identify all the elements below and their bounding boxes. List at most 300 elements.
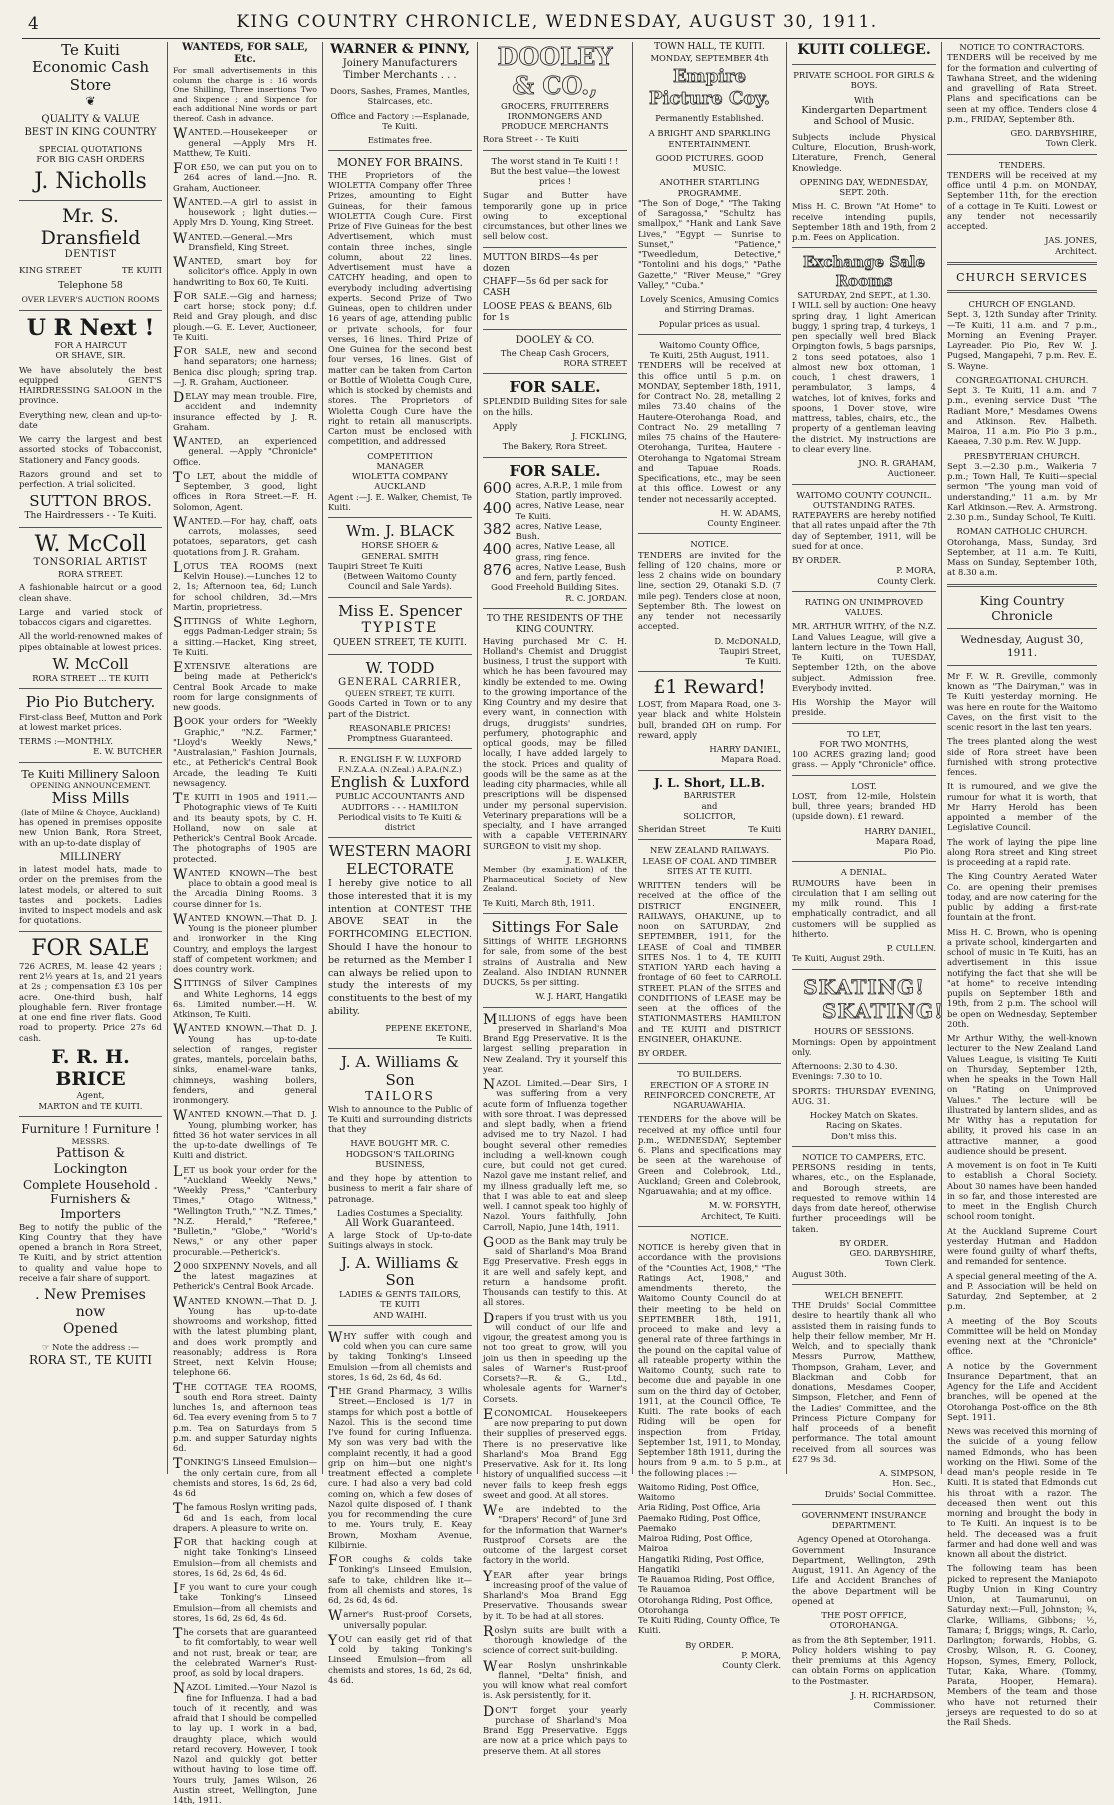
ad-text: MILLINERY <box>59 851 122 863</box>
ad-text: Wish to announce to the Public of Te Kuiti and surrounding districts that they <box>328 1103 472 1135</box>
classified-ad: TE KUITI in 1905 and 1911.—Photographic views of Te Kuiti and its beauty spots, by C. H. Holland, now on sale at Petherick's Central Book Arcade. The photographs of 1905 are protected. <box>173 791 317 864</box>
ad-name: DOOLEY & CO. <box>515 335 595 347</box>
ad-text: Agency Opened at Otorohanga. <box>797 1534 931 1545</box>
ad-signature: M. W. FORSYTH, <box>708 1200 781 1211</box>
ad-text: County Engineer. <box>707 518 781 529</box>
lot-acres: 400 <box>483 499 512 518</box>
ad-text: (Between Waitomo County Council and Sale Yards). <box>343 571 457 592</box>
ad-text: County Clerk. <box>877 575 936 586</box>
news-item: It is rumoured, and we give the rumour for what it is worth, that Mr Harry Herold has been appointed a member of the Legislative Council. <box>947 781 1097 833</box>
ad-name: W. TODD <box>365 658 435 677</box>
ad-text: OPENING DAY, WEDNESDAY, SEPT. 20th. <box>799 176 929 198</box>
classified-ad: We are indebted to the "Drapers' Record" of June 3rd for the information that Warner's Rustproof Corsets are the outcome of the largest corset factory in the world. <box>483 1503 627 1566</box>
ad-text: ANOTHER STARTLING PROGRAMME. <box>659 177 760 198</box>
ad-text: Te Kuiti. <box>436 1033 472 1044</box>
ad-text: Taupiri Street, <box>719 645 781 656</box>
ad-text: The Bakery, Rora Street. <box>502 441 608 452</box>
ad-heading: . New Premises now <box>35 1287 146 1321</box>
classified-ad: WANTED, an experienced general. —Apply "Chronicle" Office. <box>173 435 317 467</box>
ad-heading: NOTICE TO CAMPERS, ETC. <box>802 1151 926 1162</box>
ad-text: Afternoons: 2.30 to 4.30. <box>792 1061 898 1072</box>
ad-text: "The Son of Doge," "The Taking of Saragossa," "Schultz has smallpox," "Hank and Lank Save Lives," "Egypt — Sunrise to Sunset," "Patience," "Tweedledum, Detective," "Tontolini and his dogs," "Pathe Gazette," "River Meuse," "Grey Valley," "Cuba." <box>638 197 781 290</box>
ad-text: Waitomo County Office, <box>659 339 760 350</box>
ad-text: NOTICE is hereby given that in accordance with the provisions of the "Counties Act, 1908," "The Ratings Act, 1908," and amendments thereto, the Waitomo County Council do at their meeting to be held on SEPTEMBER 18th, 1911, proceed to make and levy a general rate of three farthings in the pound on the capital value of all rateable property within the Waitomo County, such rate to become due and payable in one sum on the third day of October, 1911, at the Council Office, Te Kuiti. The rate books of each Riding will be open for inspection from Friday, September 1st, 1911, to Monday, September 18th 1911, during the hours from 9 a.m. to 5 p.m., at the following places :— <box>638 1242 781 1478</box>
classified-ads <box>483 1013 627 1756</box>
ad-text: BY ORDER. <box>839 1237 889 1248</box>
ad-text: The Cheap Cash Grocers, <box>500 347 610 358</box>
ad-text: Beg to notify the public of the King Country that they have opened a branch in Rora Street, Te Kuiti, and by strict attention to quality and value hope to receive a fair share of support. <box>19 1221 162 1283</box>
classified-ad: WANTED KNOWN—The best place to obtain a good meal is the Arcadia Dining Rooms. 3 course dinner for 1s. <box>173 866 317 909</box>
classified-ad: 2000 SIXPENNY Novels, and all the latest magazines at Petherick's Central Book Arcade. <box>173 1259 317 1292</box>
divider <box>483 373 627 374</box>
classified-ad: The corsets that are guaranteed to fit comfortably, to wear well and not rust, break or tear, are the celebrated Warner's Rust-proof, as sold by local drapers. <box>173 1626 317 1679</box>
classified-ad: WANTED.—General.—Mrs Dransfield, King Street. <box>173 230 293 252</box>
ad-text: QUEEN STREET, TE KUITI. <box>345 688 455 698</box>
divider <box>483 1007 627 1008</box>
ad-heading: NOTICE. <box>690 1231 729 1242</box>
ad-text: SOLICITOR, <box>683 810 736 821</box>
classified-ad: THE COTTAGE TEA ROOMS, south end Rora street. Dainty lunches 1s, and afternoon teas 6d. Tea every evening from 5 to 7 p.m. Tea on Saturdays from 5 p.m. and supper Saturday nights 6d. <box>173 1380 317 1454</box>
ad-signature: J. FICKLING, <box>571 431 627 442</box>
ad-text: HAVE BOUGHT MR. C. HODGSON'S TAILORING BUSINESS, <box>345 1138 455 1169</box>
ad-text: LOST, from Mapara Road, one 3-year black and white Holstein bull, branded ΩH on rump. For reward, apply <box>638 699 781 740</box>
divider <box>638 770 781 771</box>
divider <box>483 457 627 458</box>
ad-text: TAILORS <box>365 1088 435 1103</box>
divider <box>792 723 936 724</box>
ad-signature: GEO. DARBYSHIRE, <box>1010 128 1097 138</box>
ad-text: A fashionable haircut or a good clean shave. <box>19 582 162 603</box>
classified-ad: WANTED.—A girl to assist in housework ; light duties.—Apply Mrs D. Young, King Street. <box>173 195 317 228</box>
ad-text: OR SHAVE, SIR. <box>55 350 126 361</box>
ad-text: Note the address :— <box>52 1342 140 1353</box>
ad-text: THE Proprietors of the WIOLETTA Company offer Three Prizes, amounting to Eight Guineas, for their famous WIOLETTA Cough Cure. First Prize of Five Guineas for the best Advertisement, which must contain three inches, single column, about 22 lines. Advertisement must have a CATCHY heading, and open to everybody including advertising experts. Second Prize of Two Guineas, open to children under 16 years of age, attending public or private schools, for four verses, 16 lines. Third Prize of One Guinea for the second best four verses, 16 lines. Gist of matter can be taken from Carton or Bottle of Wioletta Cough Cure, which is stocked by chemists and stores. The Proprietors of Wioletta Cough Cure have the right to retain all manuscripts. Carton must be enclosed with competition, and addressed <box>328 169 472 447</box>
ad-text: 726 ACRES, M. lease 42 years ; rent 2½ years at 1s, and 21 years at 2s ; compensation £3 10s per acre. One-third bush, half ploughable fern. River frontage at one end fine river flats. Good road to property. Price 27s 6d cash. <box>19 960 162 1043</box>
ad-name: J. A. Williams & Son <box>340 1253 460 1289</box>
news-item: A special general meeting of the A. and P. Association will be held on Saturday, 2nd September, at 2 p.m. <box>947 1270 1097 1312</box>
ad-text: With <box>854 94 874 105</box>
divider <box>328 150 472 151</box>
ad-heading: LOST. <box>851 780 877 791</box>
ad-heading: A DENIAL. <box>840 867 888 878</box>
ad-text: AND WAIHI. <box>373 1309 427 1320</box>
ad-heading: TO LET, <box>847 728 881 739</box>
ad-heading: Te Kuiti <box>61 41 120 59</box>
ad-text: Doors, Sashes, Frames, Mantles, Staircases, etc. <box>330 86 470 107</box>
classified-ad: NAZOL Limited.—Your Nazol is fine for Influenza. I had a bad touch of it recently, and was afraid that I should be compelled to lay up. I work in a bad, draughty place, which would retard recovery. However, I took Nazol and quickly got better without having to lose time off. Yours truly, James Wilson, 26 Austin street, Wellington, June 14th, 1911. <box>173 1681 317 1805</box>
ad-text: Permanently Established. <box>655 113 764 124</box>
ad-text: REASONABLE PRICES! <box>349 722 451 733</box>
ad-text: LOST, from 12-mile, Holstein bull, three years; branded HD (upside down). £1 reward. <box>792 790 936 822</box>
divider <box>483 150 627 151</box>
column-heading: WANTEDS, FOR SALE, Etc. <box>182 42 308 66</box>
ad-text: A large Stock of Up-to-date Suitings always in stock. <box>328 1230 472 1251</box>
ad-heading: Furniture ! Furniture ! <box>21 1121 160 1136</box>
classified-ad: WANTED, smart boy for solicitor's office. Apply in own handwriting to Box 60, Te Kuiti. <box>173 255 317 287</box>
divider <box>19 762 162 763</box>
ad-heading: RORA ST., TE KUITI <box>28 1352 152 1367</box>
classified-ad: TO LET, about the middle of September, 3 good, light offices in Rora Street.—F. H. Solomon, Agent. <box>173 469 317 512</box>
ad-text: Good Freehold Building Sites. <box>491 582 619 593</box>
ad-text: GENERAL SMITH <box>361 550 439 561</box>
ad-text: PRIVATE SCHOOL FOR GIRLS & BOYS. <box>793 70 935 91</box>
ad-text: TENDERS for the above will be received at my office until four p.m., WEDNESDAY, September 6. Plans and specifications may be seen at the warehouse of Green and Colebrook, Ltd., Auckland; Green and Colebrook, Ngaruawahia; and at my office. <box>638 1114 781 1197</box>
ad-text: RATEPAYERS are hereby notified that all rates unpaid after the 7th day of September, 1911, will be sued for at once. <box>792 510 936 551</box>
ad-text: LADIES & GENTS TAILORS, <box>339 1289 461 1300</box>
ad-text: Razors ground and set to perfection. A trial solicited. <box>19 468 162 490</box>
ad-text: A BRIGHT AND SPARKLING ENTERTAINMENT. <box>648 128 771 149</box>
ad-text: FOR BIG CASH ORDERS <box>36 155 145 166</box>
ad-text: The Hairdressers - - Te Kuiti. <box>24 510 157 521</box>
column-1 <box>14 42 167 1474</box>
classified-ads <box>328 1331 472 1685</box>
ad-text: OPENING ANNOUNCEMENT. <box>30 780 151 790</box>
section-date: Wednesday, August 30, 1911. <box>960 634 1084 659</box>
lot-acres: 382 <box>483 519 512 538</box>
ad-heading: WELCH BENEFIT. <box>824 1289 904 1300</box>
ad-text: We carry the largest and best assorted stocks of Tobacconist, Stationery and Fancy goods. <box>19 434 162 465</box>
news-item: The King Country Aerated Water Co. are opening their premises today, and are now catering for the public by adding a first-rate fountain at the front. <box>947 871 1097 923</box>
ad-text: Large and varied stock of tobaccos cigars and cigarettes. <box>19 606 162 627</box>
classified-ad: Wear Roslyn unshrinkable flannel, "Delta" finish, and you will know what real comfort is. Ask persistently, for it. <box>483 1658 627 1701</box>
divider <box>792 1146 936 1147</box>
ad-text: Promptness Guaranteed. <box>347 733 453 744</box>
column-3 <box>323 42 477 1685</box>
ad-text: CHAFF—5s 6d per sack for CASH <box>483 277 608 299</box>
classified-ad: YOU can easily get rid of that cold by taking Tonking's Linseed Emulsion—from all chemists and stores, 1s 6d, 2s 6d, 4s 6d. <box>328 1632 472 1685</box>
divider <box>328 654 472 655</box>
ad-signature: D. McDONALD, <box>714 635 781 646</box>
column-4 <box>478 42 632 1756</box>
divider <box>947 290 1097 293</box>
divider <box>792 591 936 592</box>
street: Sheridan Street <box>638 824 706 835</box>
ad-text: TENDERS will be received at this office until 5 p.m. on MONDAY, September 18th, 1911, for Contract No. 28, metalling 2 miles 73.40 chains of the Hautere-Oterohanga Road, and Contract No. 29 metalling 7 miles 75 chains of the Hautere-Oterohanga, Turitea, Hautere - Oterohanga to Ngatomai Stream and Tapuae Roads. Specifications, etc., may be seen at this office. Lowest or any tender not necessarily accepted. <box>638 360 781 504</box>
classified-ad: WANTED KNOWN.—That D. J. Young has up-to-date showrooms and workshop, fitted with the latest plumbing plant, and does work promptly and reasonably; address is Rora Street, next Kelvin House; telephone 66. <box>173 1294 317 1378</box>
land-lot <box>483 480 627 501</box>
ad-text: Evenings: 7.30 to 10. <box>792 1071 883 1082</box>
ad-text: Architect. <box>1055 245 1097 256</box>
ad-text: GENERAL CARRIER, <box>338 676 462 688</box>
ad-text: County Clerk. <box>722 1660 781 1671</box>
classified-ad: Roslyn suits are built with a thorough knowledge of the science of correct suit-building. <box>483 1623 627 1656</box>
ad-name: Pattison & Lockington <box>53 1146 128 1177</box>
ad-text: Having purchased Mr C. H. Holland's Chemist and Druggist business, I trust the support with which he has been favoured may kindly be extended to me. Owing to the growing importance of the King Country and my desire that every want, in connection with drugs, druggists' sundries, perfumery, photographic and optical goods, may be filled locally, I have added largely to the stock. Prices and quality of goods will be the same as at the leading city pharmacies, while all prescriptions will be dispensed under my personal supervision. Veterinary preparations will be a specialty, and I have arranged with a capable VETERINARY SURGEON to visit my shop. <box>483 635 627 851</box>
classified-ad: WANTED KNOWN.—That D. J. Young has up-to-date selection of ranges, register grates, mantels, porcelain baths, sinks, enamel-ware tanks, chimneys, washing boilers, fenders, and general ironmongery. <box>173 1022 317 1106</box>
ad-signature: J. H. RICHARDSON, <box>850 1689 936 1700</box>
ad-text: Sept. 3, 12th Sunday after Trinity.—Te Kuiti, 11 a.m. and 7 p.m., Morning an Evening Prayer. Layreader. Pio Pio, Rev W. J. Pugsed, Mangapehi, 7 p.m. Rev. E. S. Wayne. <box>947 309 1097 371</box>
divider <box>19 1116 162 1117</box>
divider <box>792 1284 936 1285</box>
divider <box>792 247 936 248</box>
classified-ad: NAZOL Limited.—Dear Sirs, I was suffering from a very acute form of Influenza together with sore throat. I was depressed and slept badly, when a friend advised me to try Nazol. I had bought several other remedies including a well-known cough cure, but could not get cured. Nazol gave me instant relief, and my illness gradually left me, so that I was able to eat and sleep well. I cannot speak too highly of Nazol. Yours faithfully, John Carroll, Napio, June 14th, 1911. <box>483 1077 627 1232</box>
ad-heading: RATING ON UNIMPROVED VALUES. <box>804 596 924 618</box>
ad-text: First-class Beef, Mutton and Pork at lowest market prices. <box>19 711 162 732</box>
ad-text: IRONMONGERS AND <box>507 110 603 121</box>
ad-text: Government Insurance Department, Wellington, 29th August, 1911. An Agency of the Life and Accident Branches of the above Department will be opened at <box>792 1544 936 1606</box>
classified-ad: SITTINGS of White Leghorn, eggs Padman-Ledger strain; 5s a sitting.—Hacket, King street, Te Kuiti. <box>173 615 317 657</box>
ad-signature: GEO. DARBYSHIRE, <box>849 1248 936 1259</box>
news-item: A meeting of the Boy Scouts Committee will be held on Monday evening next at the "Chronicle" office. <box>947 1315 1097 1357</box>
ad-text: SPORTS: THURSDAY EVENING, AUG. 31. <box>792 1085 936 1106</box>
ad-name: Empire Picture Coy. <box>649 66 770 110</box>
divider <box>792 775 936 776</box>
ad-heading: GOVERNMENT INSURANCE DEPARTMENT. <box>801 1509 927 1531</box>
page-number: 4 <box>28 14 39 34</box>
ad-heading: MONEY FOR BRAINS. <box>336 156 464 170</box>
divider <box>328 1048 472 1049</box>
ad-text: Mornings: Open by appointment only. <box>792 1036 936 1057</box>
classified-ad: MILLIONS of eggs have been preserved in Sharland's Moa Brand Egg Preservative. It is the largest selling preparation in New Zealand. Try it yourself this year. <box>483 1011 627 1074</box>
ad-text <box>19 1342 162 1352</box>
divider <box>328 1325 472 1326</box>
ad-signature: JNO. R. GRAHAM, <box>858 458 936 469</box>
ad-text: Otorohanga, Mass, Sunday, 3rd September, at 11 a.m. Te Kuiti, Mass on Sunday, September 10th, at 8.30 a.m. <box>947 536 1097 578</box>
ad-text: Subjects include Physical Culture, Elocution, Brush-work, Literature, French, General Knowledge. <box>792 131 936 173</box>
ad-name: Miss E. Spencer <box>338 601 462 620</box>
divider <box>947 584 1097 587</box>
ad-text: I WILL sell by auction: One heavy spring dray, 1 light American buggy, 1 spring trap, 4 turkeys, 1 pen specially well bred Black Orpington fowls, 5 bags parsnips, 2 tons seed potatoes, also 1 almost new box ottoman, 1 couch, 1 chest drawers, 1 perambulator, 3 lamps, 4 watches, lot of knives, forks and spoons, 1 Dover stove, wire mattress, tables, chairs, etc., the property of a gentleman leaving the district. My instructions are to clear every line. <box>792 300 936 454</box>
ad-heading: PRESBYTERIAN CHURCH. <box>963 450 1081 461</box>
ad-text: Town Clerk. <box>1046 138 1097 149</box>
ad-text: Kindergarten Department and School of Music. <box>801 104 927 128</box>
ad-text: Ladies Costumes a Speciality. <box>337 1207 463 1218</box>
divider <box>947 262 1097 265</box>
ad-signature: PEPENE EKETONE, <box>385 1022 472 1033</box>
ad-text: HOURS OF SESSIONS. <box>813 1026 915 1037</box>
ad-text: Pio Pio. <box>904 846 936 857</box>
land-lot <box>483 541 627 562</box>
classified-ad: WANTED.—For hay, chaff, oats carrots, molasses, seed potatoes, separators, get cash quotations from J. R. Graham. <box>173 514 317 557</box>
ad-name: Mr. S. Dransfield <box>40 204 141 249</box>
rates-notice: For small advertisements in this column the charge is : 16 words One Shilling, Three insertions Two and Sixpence ; and Sixpence for each additional Nine words or part thereof. Cash in advance. <box>173 66 317 123</box>
divider <box>792 1504 936 1505</box>
land-lot <box>483 500 627 521</box>
classified-ad: GOOD as the Bank may truly be said of Sharland's Moa Brand Egg Preservative. Fresh eggs in it are well and safely kept, and return a handsome profit. Thousands can testify to this. At all stores. <box>483 1234 627 1308</box>
classified-ad: WANTED KNOWN.—That D. J. Young is the pioneer plumber and ironworker in the King Country, and employs the largest staff of competent workmen; and does country work. <box>173 911 317 975</box>
ad-text: Furnishers & Importers <box>50 1192 131 1222</box>
news-item: Miss H. C. Brown, who is opening a private school, kindergarten and school of music in Te Kuiti, has an advertisement in this issue notifying the fact that she will be "at home" to receive intending pupils on September 18th and 19th, from 2 p.m. The school will be open on Wednesday, September 20th. <box>947 926 1097 1029</box>
ad-text: LEASE OF COAL AND TIMBER SITES AT TE KUITI. <box>642 855 777 876</box>
ad-text: The worst stand in Te Kuiti ! ! But the best value—the lowest prices ! <box>490 155 620 187</box>
ad-text: LOOSE PEAS & BEANS, 6lb for 1s <box>483 302 612 324</box>
classified-ad: WANTED KNOWN.—That D. J. Young, plumbing worker, has fitted 36 hot water services in all the up-to-date dwellings of Te Kuiti and district. <box>173 1108 317 1161</box>
ad-signature: A. SIMPSON, <box>879 1468 936 1479</box>
ad-text: August 30th. <box>792 1268 847 1279</box>
ad-text: Te Kuiti, March 8th, 1911. <box>483 897 595 908</box>
ad-text: Goods Carted in Town or to any part of the District. <box>328 698 472 719</box>
ad-text: Estimates free. <box>367 135 433 146</box>
ad-text: Architect, Te Kuiti. <box>701 1210 781 1221</box>
ad-text: His Worship the Mayor will preside. <box>792 697 936 718</box>
ad-text: TONSORIAL ARTIST <box>33 556 148 568</box>
ad-heading: ELECTORATE <box>346 859 454 878</box>
ad-text: TERMS :—MONTHLY. <box>19 736 113 746</box>
ad-text: MESSRS. <box>71 1136 110 1146</box>
classified-ad: LET us book your order for the "Auckland Weekly News," "Weekly Press," "Canterbury Times," Otago Witness," "Wellington Truth," "N.Z. Times," "N.Z. Herald," "Referee," "Bulletin," "Globe," "World's News," or any other paper procurable.—Petherick's. <box>173 1163 317 1257</box>
ad-signature: P. CULLEN. <box>886 943 936 954</box>
ad-text: Complete Household . <box>23 1177 158 1192</box>
ad-text: BARRISTER <box>683 790 736 801</box>
ad-text: BY ORDER. <box>638 1048 688 1059</box>
ad-heading: Exchange Sale Rooms <box>802 253 926 290</box>
ad-text: Waitomo Riding, Post Office, Waitomo Aria Riding, Post Office, Aria Paemako Riding, Post Office, Paemako Mairoa Riding, Post Office, Mairoa Hangatiki Riding, Post Office, Hangatiki Te Rauamoa Riding, Post Office, Te Rauamoa Otorohanga Riding, Post Office, Otorohanga Te Kuiti Riding, County Office, Te Kuiti. <box>638 1481 780 1636</box>
divider <box>328 517 472 518</box>
ad-text: PUBLIC ACCOUNTANTS AND AUDITORS - - - HAMILTON <box>335 791 465 812</box>
news-item: News was received this morning of the suicide of a young fellow named Edmonds, who has been working on the Hiwi. Some of the dead man's people reside in Te Kuiti. It is stated that Edmonds cut his throat with a razor. The deceased then went out this morning and brought the body in to Te Kuiti. An inquest is to be held. The deceased was a fruit farmer and had done well and was known all about the district. <box>947 1426 1097 1559</box>
address-line <box>638 824 781 834</box>
divider <box>638 839 781 840</box>
divider <box>792 861 936 862</box>
ad-text: Joinery Manufacturers <box>342 57 458 69</box>
land-lot <box>483 562 627 583</box>
ad-name: J. Nicholls <box>34 169 147 195</box>
town: TE KUITI <box>121 265 162 276</box>
divider <box>328 837 472 838</box>
ad-signature: P. MORA, <box>896 565 936 576</box>
column-2 <box>168 42 322 1805</box>
ad-text: Racing on Skates. <box>825 1120 903 1131</box>
ad-name: Miss Mills <box>51 789 130 808</box>
ad-name: KUITI COLLEGE. <box>797 42 931 58</box>
lot-acres: 400 <box>483 540 512 559</box>
column-6 <box>787 42 944 1711</box>
news-item: Mr F. W. R. Greville, commonly known as "The Dairyman," was in Te Kuiti yesterday morning. He was here en route for the Waitomo Caves, on the first visit to the scenic resort in the last ten years. <box>947 670 1097 732</box>
ad-text: Lovely Scenics, Amusing Comics and Stirring Dramas. <box>640 294 779 315</box>
classified-ad: DELAY may mean trouble. Fire, accident and indemnity insurance effected by J. R. Graham. <box>173 390 317 432</box>
lot-desc: acres, Native Lease, near Te Kuiti. <box>515 500 625 521</box>
ad-name: J. A. Williams & Son <box>340 1053 460 1089</box>
ad-text: MANAGER <box>376 460 424 471</box>
ad-text: Don't miss this. <box>831 1130 897 1141</box>
classified-ad: FOR £50, we can put you on to 264 acres of land.—Jno. R. Graham, Auctioneer. <box>173 161 317 193</box>
ad-text: PERSONS residing in tents, whares, etc., on the Esplanade, and Borough streets, are requested to remove within 14 days from date hereof, otherwise further proceedings will be taken. <box>792 1162 936 1234</box>
classified-ad: Warner's Rust-proof Corsets, universally popular. <box>328 1608 472 1630</box>
news-item: A movement is on foot in Te Kuiti to establish a Choral Society. About 30 names have been handed in so far, and those interested are to meet in the English Church school room tonight. <box>947 1160 1097 1222</box>
ad-text: TENDERS will be received at my office until 4 p.m. on MONDAY, September 11th, for the erection of a cottage in Te Kuiti. Lowest or any tender not necessarily accepted. <box>947 169 1097 231</box>
ad-heading: Economic Cash Store <box>31 58 150 94</box>
ad-text: as from the 8th September, 1911. Policy holders wishing to pay their premiums at this Agency can obtain Forms on application to the Postmaster. <box>792 1634 936 1686</box>
ad-text: I hereby give notice to all those interested that it is my intention at CONTEST THE ABOVE SEAT in the FORTHCOMING ELECTION. Should I have the honour to be returned as the Member I can always be relied upon to study the interests of my constituents to the best of my ability. <box>328 877 472 1018</box>
ad-text: THE POST OFFICE, OTOROHANGA. <box>821 1610 907 1631</box>
ad-text: Mapara Road, <box>876 835 936 846</box>
ad-text: WRITTEN tenders will be received at the office of the DISTRICT ENGINEER, RAILWAYS, OHAKUNE, up to noon on SATURDAY, 2nd SEPTEMBER, 1911, for the LEASE of Coal and TIMBER SITES Nos. 1 to 4, TE KUITI STATION YARD each having a frontage of 60 feet to CARROLL STREET. PLAN of the SITES and CONDITIONS of LEASE may be seen at the offices of the STATIONMASTERS HAMILTON and TE KUITI and DISTRICT ENGINEER, OHAKUNE. <box>638 880 781 1044</box>
news-item: The work of laying the pipe line along Rora street and King street is proceeding at a rapid rate. <box>947 836 1097 867</box>
ad-text: Town Clerk. <box>885 1258 936 1269</box>
divider <box>947 665 1097 666</box>
ad-signature: HARRY DANIEL, <box>864 825 936 836</box>
ad-text: Agent, <box>76 1090 105 1101</box>
ad-text: has opened in premises opposite new Union Bank, Rora Street, with an up-to-date display of <box>19 817 162 848</box>
ad-text: BEST IN KING COUNTRY <box>24 126 157 138</box>
ad-text: MR. ARTHUR WITHY, of the N.Z. Land Values League, will give a lantern lecture in the Town Hall, Te Kuiti, on TUESDAY, September 12th, on the above subject. Admission free. Everybody invited. <box>792 621 936 693</box>
ad-heading: SKATING! <box>822 998 944 1023</box>
divider <box>792 64 936 65</box>
divider <box>483 913 627 914</box>
ad-heading: FOR SALE <box>31 935 150 961</box>
divider <box>19 527 162 528</box>
ad-text: ERECTION OF A STORE IN REINFORCED CONCRETE, AT NGARUAWAHIA. <box>643 1079 776 1111</box>
ad-heading: NEW ZEALAND RAILWAYS. <box>649 845 770 856</box>
ad-name: WARNER & PINNY, <box>330 42 470 57</box>
ad-heading: FOR SALE. <box>509 461 601 480</box>
divider <box>947 628 1097 629</box>
ad-text: GOOD PICTURES. GOOD MUSIC. <box>655 152 764 174</box>
ad-heading: U R Next ! <box>26 314 155 341</box>
ad-text: WIOLETTA COMPANY <box>352 471 448 482</box>
ad-text: COMPETITION <box>367 450 433 461</box>
ad-name: Pio Pio Butchery. <box>25 693 156 712</box>
classified-ad: EXTENSIVE alterations are being made at Petherick's Central Book Arcade to make room for large consignments of new goods. <box>173 660 317 713</box>
news-item: Mr Arthur Withy, the well-known lecturer to the New Zealand Land Values League, is visiting Te Kuiti on Thursday, September 12th, when he speaks in the Town Hall on "Rating on Unimproved Values." The lecture will be illustrated by lantern slides, and as Mr Withy has a reputation for ability, it proved his case in an attractive manner, a good audience should be present. <box>947 1033 1097 1156</box>
ad-text: AUCKLAND <box>374 481 426 492</box>
telephone: Telephone 58 <box>58 279 123 291</box>
ad-name: J. L. Short, LL.B. <box>654 775 765 790</box>
ad-text: Sept 3. Te Kuiti, 11 a.m. and 7 p.m., evening service Dust "The Radiant More," Mesdames Owens and Atkinson. Rev. Halbeth. Mairoa, 11 a.m. Pio Pio 3 p.m., Kaeaea, 7.30 p.m. Rev. W. Jupp. <box>947 385 1097 447</box>
ad-text: We have absolutely the best equipped GENT'S HAIRDRESSING SALOON in the province. <box>19 364 162 406</box>
ad-text: TENDERS are invited for the felling of 120 chains, more or less 2 chains wide on boundary line, section 29, Otanaki S.D. (7 mile peg). Tenders close at noon, September 8th. The lowest on any tender not necessarily accepted. <box>638 549 781 632</box>
ad-text: SATURDAY, 2nd SEPT., at 1.30. <box>797 290 931 301</box>
ad-text: All Work Guaranteed. <box>345 1218 455 1230</box>
ad-heading: NOTICE TO CONTRACTORS. <box>959 42 1085 52</box>
column-5 <box>633 42 786 1671</box>
ad-text: Periodical visits to Te Kuiti & district <box>338 811 462 833</box>
town: Te Kuiti <box>748 824 781 835</box>
ad-text: FOR A HAIRCUT <box>54 340 127 351</box>
ad-text: DENTIST <box>64 249 117 261</box>
classified-ad: YEAR after year brings increasing proof of the value of Sharland's Moa Brand Egg Preservative. Thousands swear by it. To be had at all stores. <box>483 1568 627 1621</box>
divider <box>638 671 781 672</box>
ad-text: Auctioneer. <box>887 468 936 479</box>
divider <box>638 1063 781 1064</box>
divider <box>638 1226 781 1227</box>
ad-heading: CHURCH OF ENGLAND. <box>968 299 1076 310</box>
ad-text: Druids' Social Committee. <box>824 1488 936 1499</box>
ad-text: THE Druids' Social Committee desire to heartily thank all who assisted them in raising funds to help their fellow member, Mr H. Welch, and to specially thank Messrs Purrow, Matthew, Thompson, Graham, Lever, and Blackman and Cobb for donations, Mesdames Cooper, Simpson, Fletcher, and Fenn of the Ladies' Committee, and the Princess Picture Company for half proceeds of a benefit performance. The total amount received from all sources was £27 9s 3d. <box>792 1300 936 1464</box>
ad-heading: SKATING! <box>803 974 925 999</box>
ad-text: Te Kuiti, August 29th. <box>792 953 885 964</box>
divider <box>328 748 472 749</box>
ad-heading: FOR SALE. <box>509 378 601 397</box>
divider <box>19 200 162 201</box>
ad-text: Rora Street - - Te Kuiti <box>483 134 579 145</box>
classified-ad: THE Grand Pharmacy, 3 Willis Street.—Enclosed is 1/7 in stamps for which post a bottle of Nazol. This is the second time I've found for curing Influenza. My son was very bad with the complaint recently, it had a good grip on him—but one night's treatment effected a complete cure. I had also a very bad cold coming on, which a few doses of Nazol quite disposed of. I thank you for recommending the cure to me. Yours truly, E. Keay Brown, Moxham Avenue, Kilbirnie. <box>328 1385 472 1550</box>
divider <box>19 310 162 311</box>
ad-text: RORA STREET ... TE KUITI <box>32 673 149 683</box>
ad-text: in latest model hats, made to order on the premises from the latest models, or altered to suit tastes and pockets. Ladies invited to inspect models and ask for quotations. <box>19 864 162 926</box>
classified-ad: FOR SALE.—Gig and harness; cart horse; stock pony; d.f. Reid and Gray plough, and disc plough.—G. E. Lever, Auctioneer, Te Kuiti. <box>173 289 317 342</box>
ad-text: Hockey Match on Skates. <box>809 1110 919 1121</box>
ad-text: TOWN HALL, TE KUITI. <box>654 42 765 52</box>
divider <box>792 484 936 485</box>
divider <box>483 608 627 609</box>
ad-signature: J. E. WALKER, <box>566 854 627 865</box>
lot-desc: acres, Native Lease, all grass, ring fence. <box>515 541 616 562</box>
ad-text: Office and Factory :—Esplanade, Te Kuiti. <box>330 110 470 131</box>
classified-ad: IF you want to cure your cough take Tonking's Linseed Emulsion—from all chemists and stores, 1s 6d, 2s 6d, 4s 6d. <box>173 1581 317 1623</box>
divider <box>483 247 627 248</box>
ad-text: Sittings of WHITE LEGHORNS for sale, from some of the best strains of Australia and New Zealand. Also INDIAN RUNNER DUCKS, 5s per sitting. <box>483 936 627 988</box>
ad-text: Member (by examination) of the Pharmaceutical Society of New Zealand. <box>483 865 627 894</box>
ad-signature: JAS. JONES, <box>1045 235 1097 246</box>
ad-text: SPLENDID Building Sites for sale on the hills. <box>483 396 627 417</box>
ad-text: RORA STREET <box>563 357 627 368</box>
classified-ad: The famous Roslyn writing pads, 6d and 1s each, from local drapers. A pleasure to write on. <box>173 1501 317 1533</box>
ad-text: Te Kuiti. <box>745 656 781 667</box>
land-lots <box>483 480 627 583</box>
ad-text: and <box>701 800 718 811</box>
street: KING STREET <box>19 265 82 276</box>
